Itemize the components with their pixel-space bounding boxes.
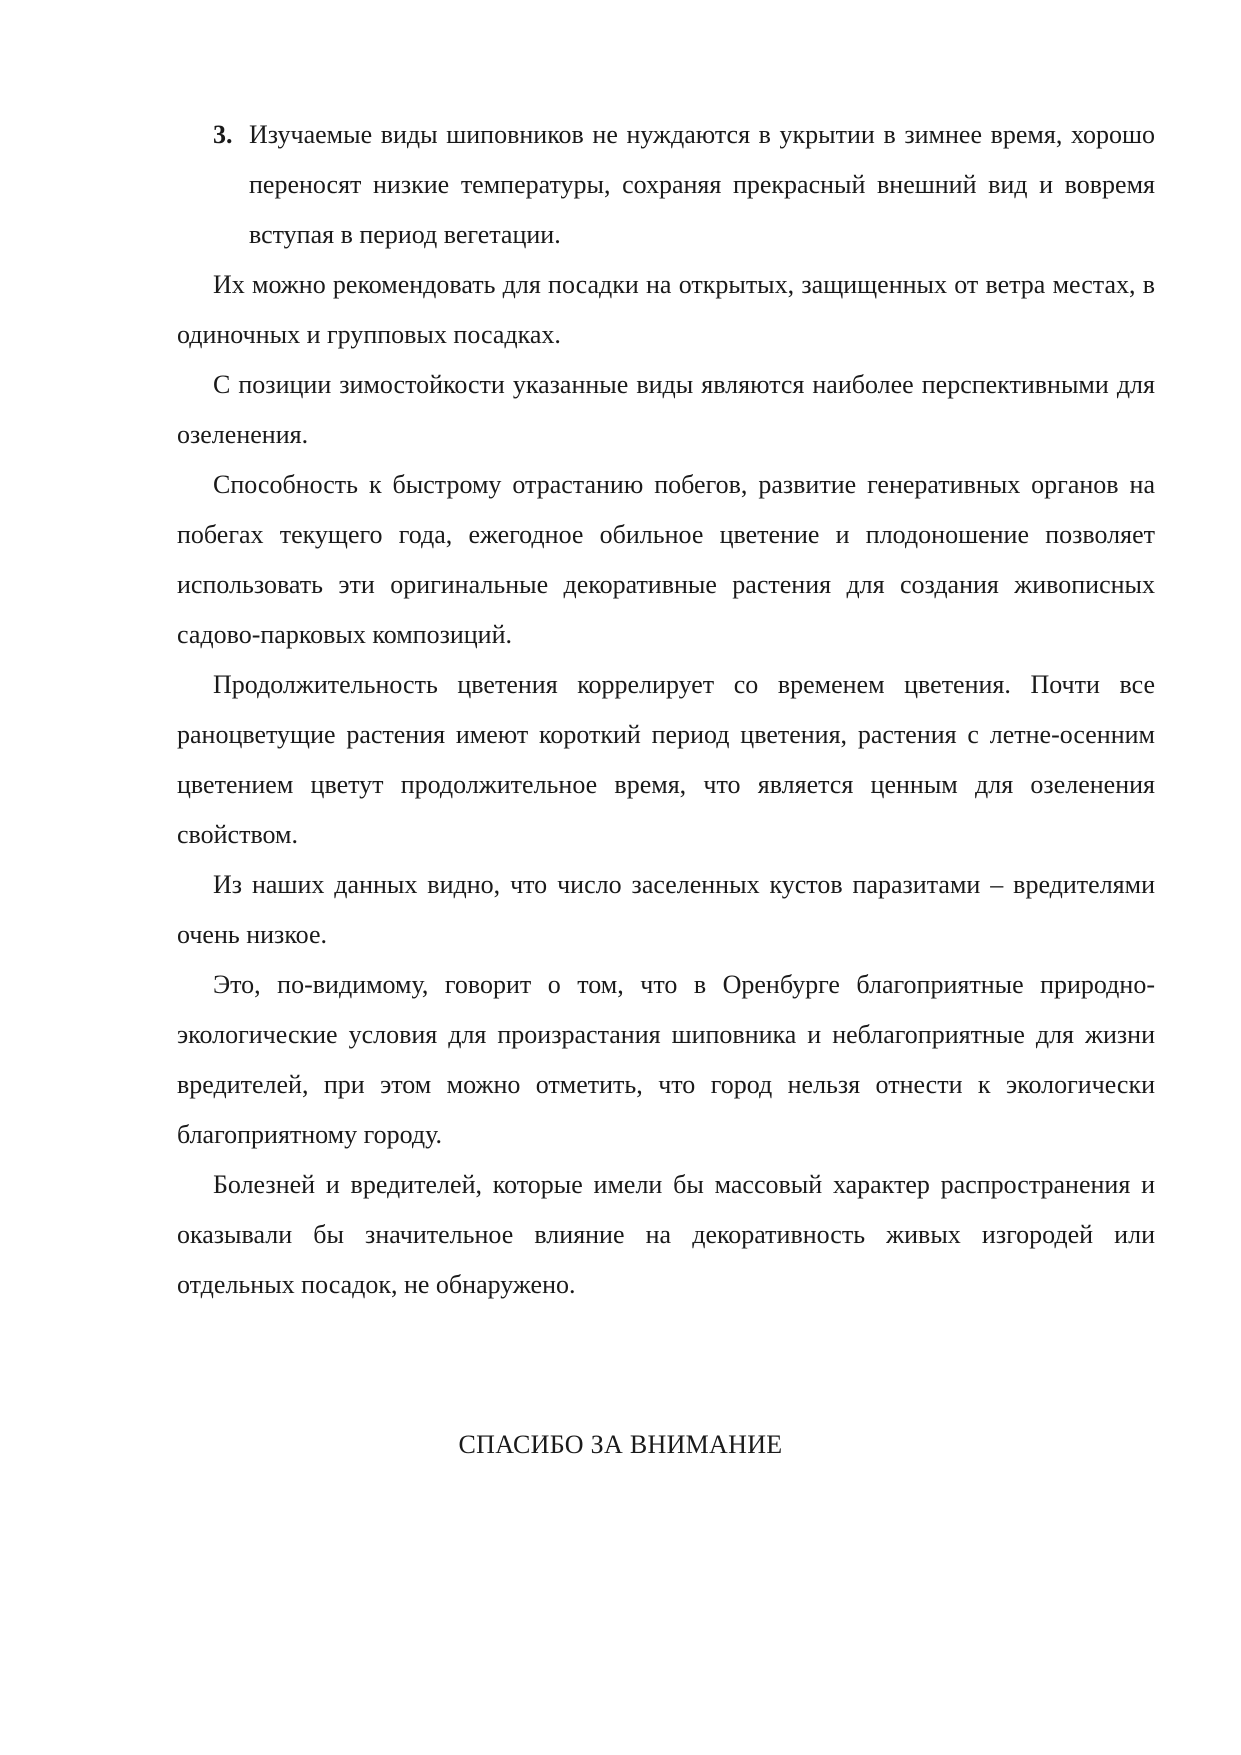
paragraph-diseases: Болезней и вредителей, которые имели бы массовый характер распространения и оказывали бы значительное влияние на декоративность живых изгородей или отдельных посадок, не обнаружено. [177, 1170, 1155, 1299]
paragraph-orenburg-conditions: Это, по-видимому, говорит о том, что в Оренбурге благоприятные природно-экологические условия для произрастания шиповника и неблагоприятные для жизни вредителей, при этом можно отметить, что город нельзя отнести к экологически благоприятному городу. [177, 970, 1155, 1149]
closing-heading: СПАСИБО ЗА ВНИМАНИЕ [458, 1430, 783, 1459]
paragraph-flowering-duration: Продолжительность цветения коррелирует со временем цветения. Почти все раноцветущие растения имеют короткий период цветения, растения с летне-осенним цветением цветут продолжительное время, что является ценным для озеленения свойством. [177, 670, 1155, 849]
numbered-list-item [213, 110, 1155, 260]
paragraph-recommendation: Их можно рекомендовать для посадки на открытых, защищенных от ветра местах, в одиночных и групповых посадках. [177, 270, 1155, 349]
paragraph-winter-hardiness: С позиции зимостойкости указанные виды являются наиболее перспективными для озеленения. [177, 370, 1155, 449]
paragraph-regrowth: Способность к быстрому отрастанию побегов, развитие генеративных органов на побегах текущего года, ежегодное обильное цветение и плодоношение позволяет использовать эти оригинальные декоративные растения для создания живописных садово-парковых композиций. [177, 470, 1155, 649]
list-number: 3. [213, 120, 233, 149]
document-body [177, 110, 1155, 1310]
paragraph-pests: Из наших данных видно, что число заселенных кустов паразитами – вредителями очень низкое. [177, 870, 1155, 949]
list-item-text: Изучаемые виды шиповников не нуждаются в укрытии в зимнее время, хорошо переносят низкие температуры, сохраняя прекрасный внешний вид и вовремя вступая в период вегетации. [249, 120, 1155, 249]
